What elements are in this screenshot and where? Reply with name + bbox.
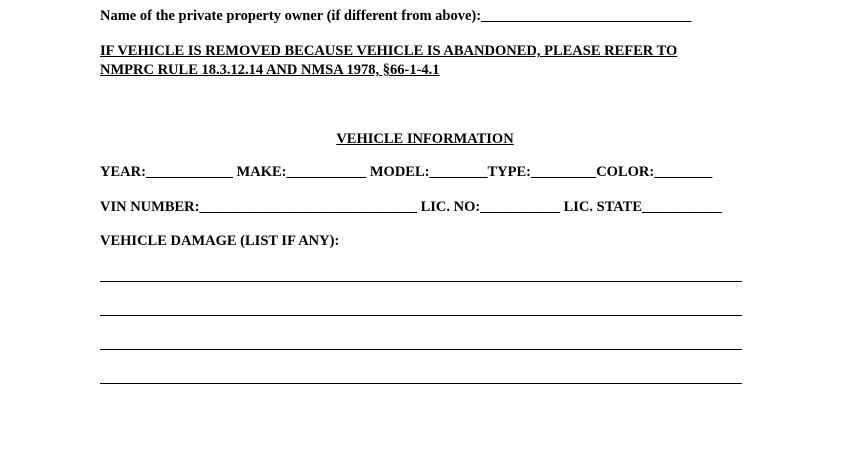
damage-blank-line-2[interactable] [100, 315, 742, 316]
damage-blank-line-3[interactable] [100, 349, 742, 350]
notice-line-1: IF VEHICLE IS REMOVED BECAUSE VEHICLE IS ABANDONED, PLEASE REFER TO [100, 43, 678, 59]
owner-name-line: Name of the private property owner (if different from above):_____________________________ [100, 8, 692, 24]
damage-blank-line-1[interactable] [100, 281, 742, 282]
vehicle-damage-label: VEHICLE DAMAGE (LIST IF ANY): [100, 233, 340, 249]
vehicle-row-year-make-model: YEAR:____________ MAKE:___________ MODEL:________TYPE:_________COLOR:________ [100, 164, 713, 180]
vehicle-information-heading: VEHICLE INFORMATION [336, 131, 514, 147]
vehicle-row-vin-lic: VIN NUMBER:______________________________ LIC. NO:___________ LIC. STATE___________ [100, 199, 722, 215]
notice-line-2: NMPRC RULE 18.3.12.14 AND NMSA 1978, §66-1-4.1 [100, 62, 440, 78]
damage-blank-line-4[interactable] [100, 383, 742, 384]
